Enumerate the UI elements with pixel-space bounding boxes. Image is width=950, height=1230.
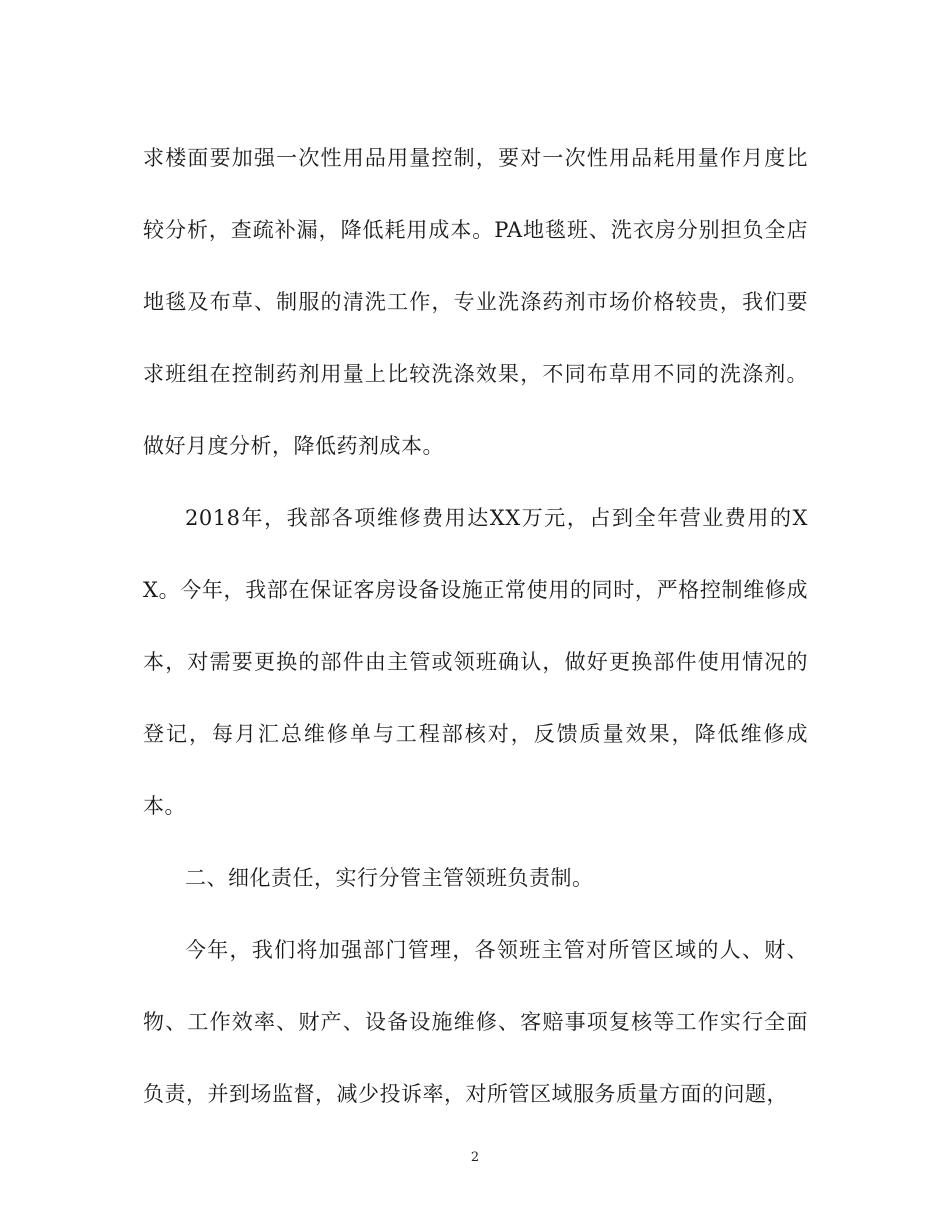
section-heading-responsibility: 二、细化责任，实行分管主管领班负责制。 <box>185 866 594 890</box>
paragraph-management: 今年，我们将加强部门管理，各领班主管对所管区域的人、财、物、工作效率、财产、设备设施维修、客赔事项复核等工作实行全面负责，并到场监督，减少投诉率，对所管区域服务质量方面的问题， <box>143 938 808 1106</box>
paragraph-maintenance-cost: 2018年，我部各项维修费用达XX万元，占到全年营业费用的XX。今年，我部在保证客房设备设施正常使用的同时，严格控制维修成本，对需要更换的部件由主管或领班确认，做好更换部件使用情况的登记，每月汇总维修单与工程部核对，反馈质量效果，降低维修成本。 <box>143 506 808 818</box>
page-number: 2 <box>470 1150 480 1165</box>
body-text <box>143 122 808 1130</box>
paragraph-cost-control: 求楼面要加强一次性用品用量控制，要对一次性用品耗用量作月度比较分析，查疏补漏，降低耗用成本。PA地毯班、洗衣房分别担负全店地毯及布草、制服的清洗工作，专业洗涤药剂市场价格较贵，我们要求班组在控制药剂用量上比较洗涤效果，不同布草用不同的洗涤剂。做好月度分析，降低药剂成本。 <box>143 146 808 458</box>
